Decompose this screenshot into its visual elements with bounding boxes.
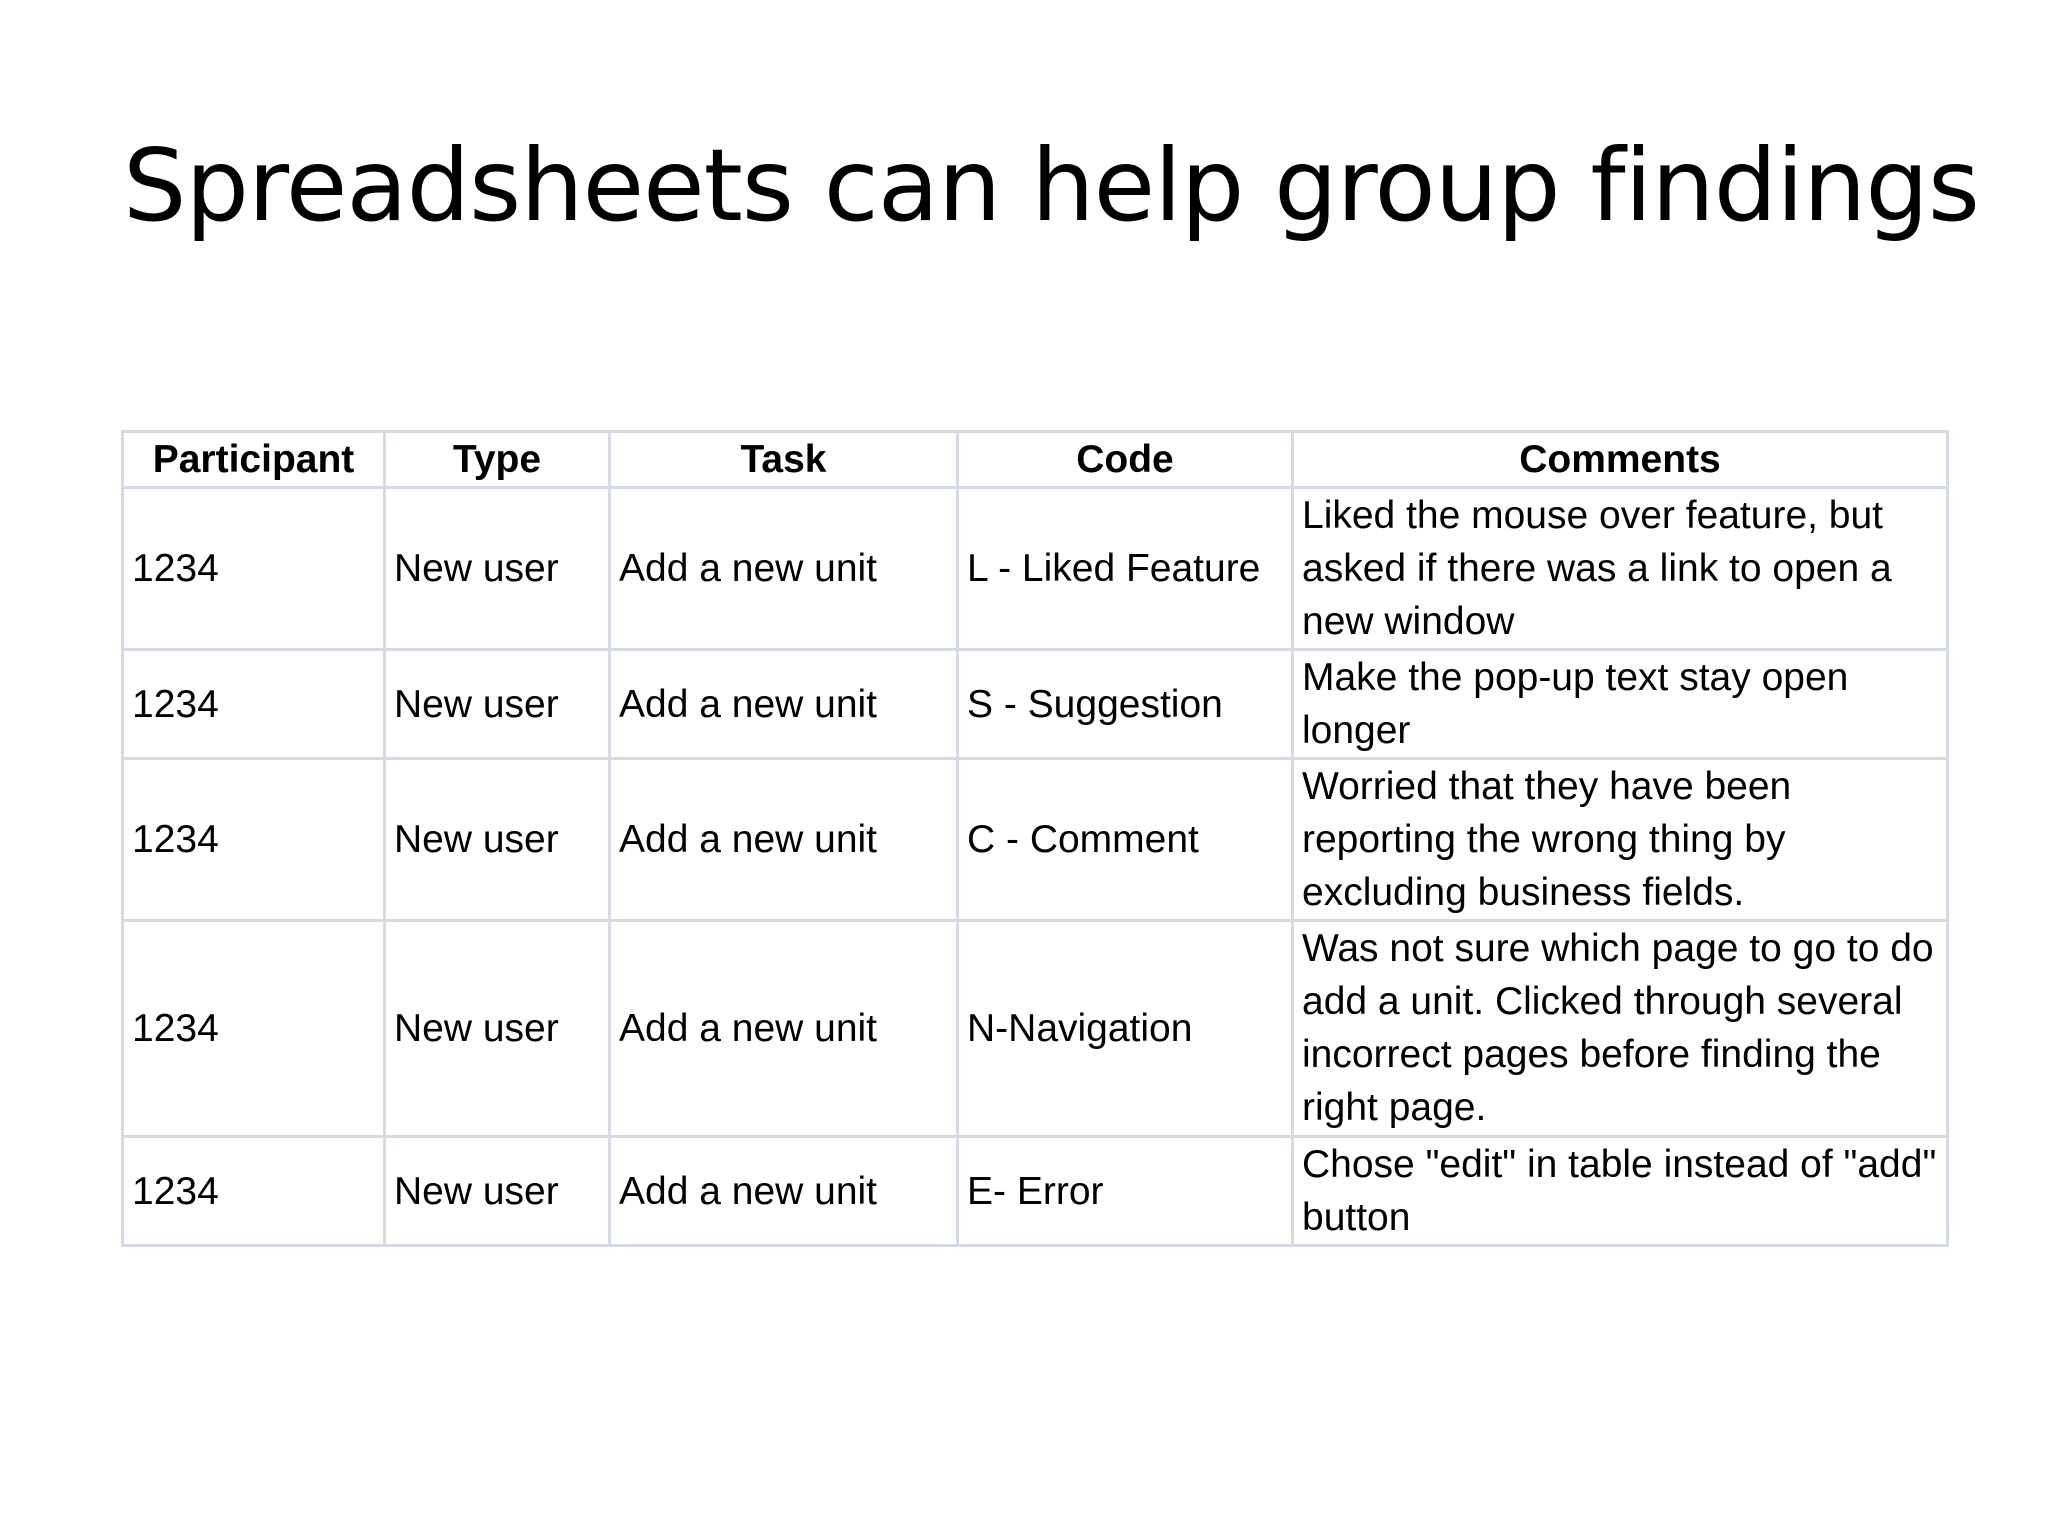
task-cell: Add a new unit [610, 921, 958, 1137]
table-row [123, 759, 1948, 921]
table-row [123, 921, 1948, 1137]
slide-title: Spreadsheets can help group findings [123, 127, 1979, 244]
table-row [123, 488, 1948, 650]
type-cell: New user [385, 650, 610, 759]
task-cell: Add a new unit [610, 650, 958, 759]
findings-table [121, 430, 1949, 1247]
participant-cell: 1234 [123, 921, 385, 1137]
type-cell: New user [385, 759, 610, 921]
code-cell: E- Error [958, 1137, 1293, 1246]
table-row [123, 1137, 1948, 1246]
comments-cell: Chose "edit" in table instead of "add" button [1293, 1137, 1948, 1246]
task-cell: Add a new unit [610, 488, 958, 650]
comments-cell: Was not sure which page to go to do add a unit. Clicked through several incorrect pages before finding the right page. [1293, 921, 1948, 1137]
table-row [123, 650, 1948, 759]
code-cell: L - Liked Feature [958, 488, 1293, 650]
header-task: Task [610, 432, 958, 488]
comments-cell: Liked the mouse over feature, but asked if there was a link to open a new window [1293, 488, 1948, 650]
header-type: Type [385, 432, 610, 488]
task-cell: Add a new unit [610, 1137, 958, 1246]
header-participant: Participant [123, 432, 385, 488]
code-cell: S - Suggestion [958, 650, 1293, 759]
participant-cell: 1234 [123, 759, 385, 921]
header-comments: Comments [1293, 432, 1948, 488]
type-cell: New user [385, 1137, 610, 1246]
type-cell: New user [385, 488, 610, 650]
code-cell: N-Navigation [958, 921, 1293, 1137]
type-cell: New user [385, 921, 610, 1137]
comments-cell: Worried that they have been reporting the wrong thing by excluding business fields. [1293, 759, 1948, 921]
task-cell: Add a new unit [610, 759, 958, 921]
table-header-row [123, 432, 1948, 488]
participant-cell: 1234 [123, 1137, 385, 1246]
header-code: Code [958, 432, 1293, 488]
comments-cell: Make the pop-up text stay open longer [1293, 650, 1948, 759]
participant-cell: 1234 [123, 488, 385, 650]
participant-cell: 1234 [123, 650, 385, 759]
code-cell: C - Comment [958, 759, 1293, 921]
